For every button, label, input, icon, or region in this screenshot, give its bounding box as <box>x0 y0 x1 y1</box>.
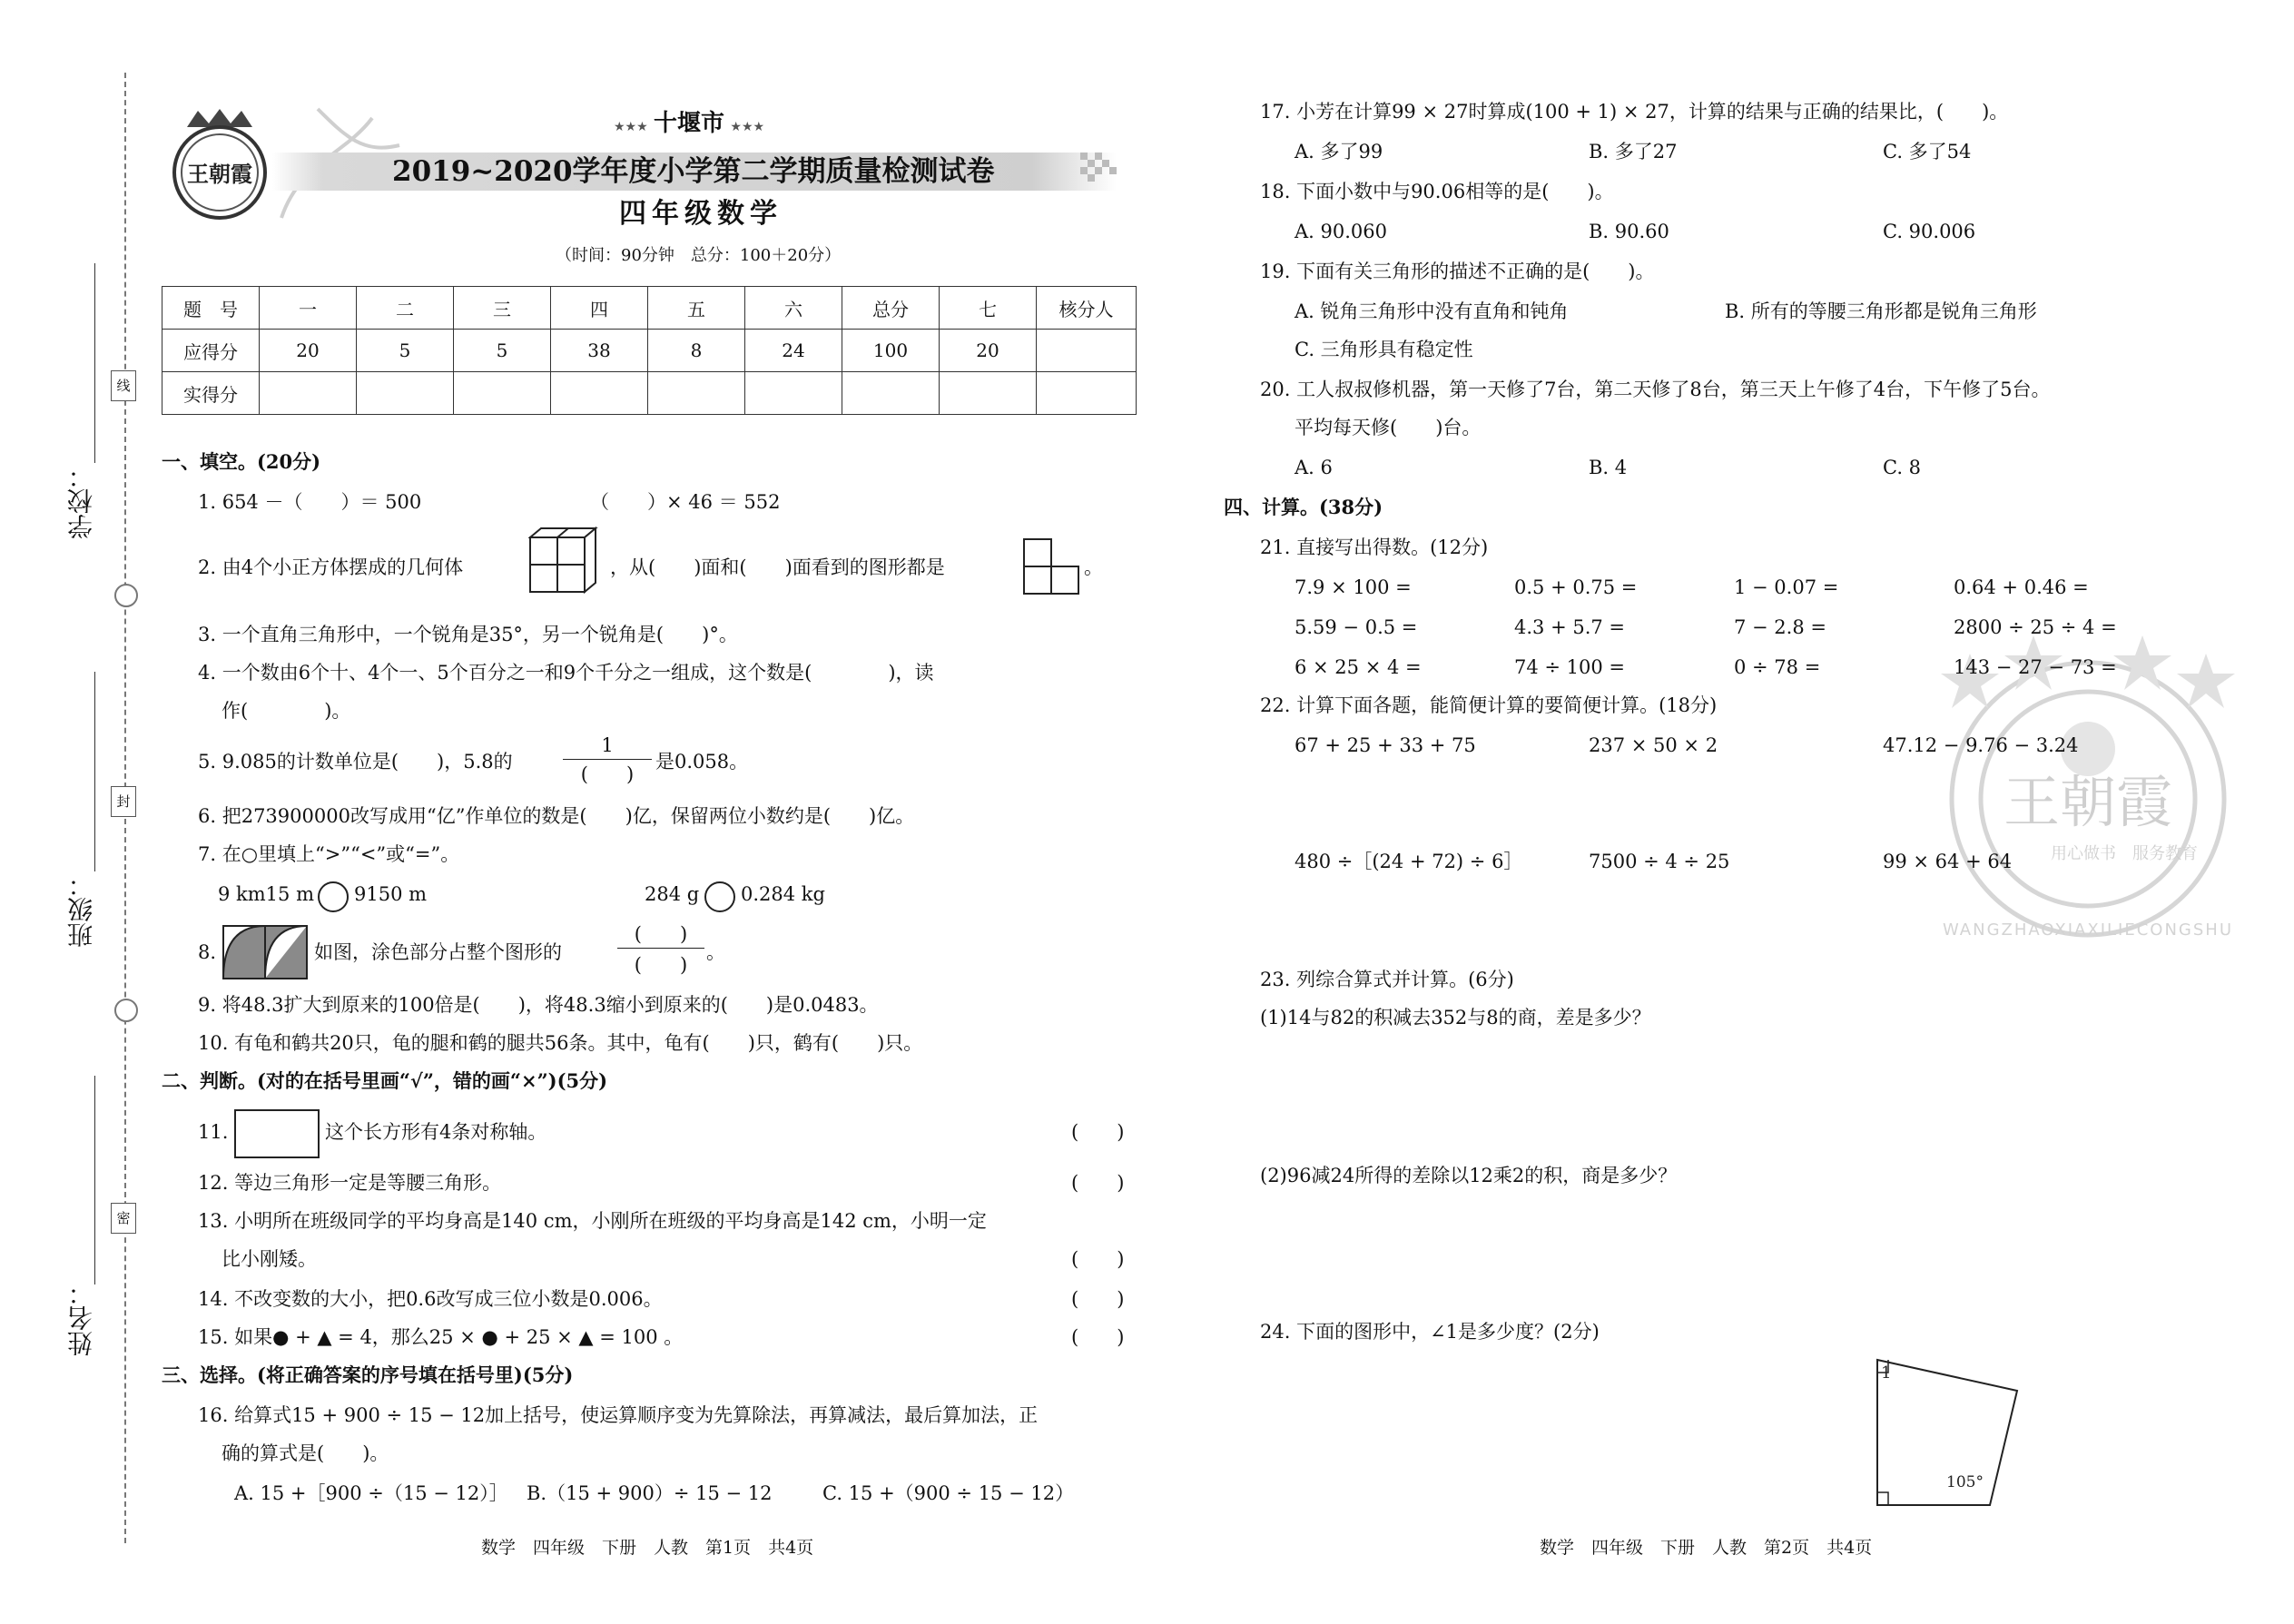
binding-knob-icon <box>114 999 138 1022</box>
q10-text: 10. 有龟和鹤共20只，龟的腿和鹤的腿共56条。其中，龟有( )只，鹤有( )只。 <box>198 1032 923 1054</box>
page-footer-right: 数学 四年级 下册 人教 第2页 共4页 <box>1540 1538 1873 1558</box>
actual-score-cell[interactable] <box>1037 372 1137 415</box>
q5-text-a: 5. 9.085的计数单位是( )，5.8的 <box>198 751 513 773</box>
q12-answer-paren[interactable]: ( ) <box>1071 1172 1125 1194</box>
q20-option-a[interactable]: A. 6 <box>1295 457 1333 478</box>
q7-text: 7. 在○里填上“>”“<”或“=”。 <box>198 843 460 865</box>
q14-answer-paren[interactable]: ( ) <box>1071 1288 1125 1310</box>
q7a-left: 9 km15 m <box>218 883 314 905</box>
q16-option-b[interactable]: B.（15 + 900）÷ 15 − 12 <box>527 1482 773 1504</box>
due-cell: 5 <box>357 330 454 372</box>
q7b-compare-circle[interactable] <box>704 881 735 912</box>
q16-option-c[interactable]: C. 15 +（900 ÷ 15 − 12） <box>822 1482 1075 1504</box>
q13-answer-paren[interactable]: ( ) <box>1071 1248 1125 1270</box>
actual-score-cell[interactable] <box>357 372 454 415</box>
actual-score-cell[interactable] <box>940 372 1037 415</box>
q8-fraction-denominator: ( ) <box>634 954 688 976</box>
th-part-7: 七 <box>940 287 1037 330</box>
class-write-line[interactable] <box>94 672 95 871</box>
checker-decoration <box>1080 149 1135 194</box>
q2-text-b: ，从( )面和( )面看到的图形都是 <box>610 556 945 578</box>
q17-option-b[interactable]: B. 多了27 <box>1589 141 1678 162</box>
q21-item: 4.3 + 5.7 = <box>1514 616 1626 638</box>
name-write-line[interactable] <box>94 1076 95 1284</box>
q18-option-b[interactable]: B. 90.60 <box>1589 221 1669 242</box>
q2-text-a: 2. 由4个小正方体摆成的几何体 <box>198 556 464 578</box>
svg-text:王朝霞: 王朝霞 <box>187 161 252 187</box>
angle-105-label: 105° <box>1946 1473 1984 1491</box>
class-label: 班级： <box>66 871 96 948</box>
q15-text: 15. 如果● + ▲ = 4，那么25 × ● + 25 × ▲ = 100 。 <box>198 1326 684 1348</box>
q2-text-c: 。 <box>1084 556 1103 578</box>
q21-item: 6 × 25 × 4 = <box>1295 656 1422 678</box>
q16-text-b: 确的算式是( )。 <box>222 1442 389 1464</box>
due-cell <box>1037 330 1137 372</box>
q7a-compare-circle[interactable] <box>318 881 349 912</box>
score-table-due-row <box>162 330 1137 372</box>
q21-item: 0.5 + 0.75 = <box>1514 576 1638 598</box>
score-table-header-row <box>162 287 1137 330</box>
actual-score-cell[interactable] <box>454 372 551 415</box>
th-question-no: 题 号 <box>162 287 260 330</box>
q8-number: 8. <box>198 941 217 963</box>
q22-problem: 47.12 − 9.76 − 3.24 <box>1883 734 2079 756</box>
q7b-right: 0.284 kg <box>741 883 825 905</box>
q11-text: 这个长方形有4条对称轴。 <box>325 1121 547 1143</box>
due-cell: 8 <box>648 330 745 372</box>
q20-text-b: 平均每天修( )台。 <box>1295 417 1482 438</box>
q24-quadrilateral-figure <box>1870 1353 2033 1516</box>
q19-option-b[interactable]: B. 所有的等腰三角形都是锐角三角形 <box>1725 300 2037 322</box>
q21-item: 143 − 27 − 73 = <box>1954 656 2117 678</box>
q21-item: 1 − 0.07 = <box>1734 576 1839 598</box>
q23-part-2: (2)96减24所得的差除以12乘2的积，商是多少？ <box>1260 1165 1678 1186</box>
q4-text-a: 4. 一个数由6个十、4个一、5个百分之一和9个千分之一组成，这个数是( )，读 <box>198 662 934 684</box>
seal-tag-xian: 线 <box>111 370 136 401</box>
q20-text-a: 20. 工人叔叔修机器，第一天修了7台，第二天修了8台，第三天上午修了4台，下午修了5台。 <box>1260 379 2051 400</box>
seal-tag-feng: 封 <box>111 786 136 817</box>
binding-knob-icon <box>114 584 138 607</box>
actual-score-cell[interactable] <box>745 372 842 415</box>
q19-option-c[interactable]: C. 三角形具有稳定性 <box>1295 339 1473 360</box>
q19-option-a[interactable]: A. 锐角三角形中没有直角和钝角 <box>1295 300 1569 322</box>
q17-text: 17. 小芳在计算99 × 27时算成(100 + 1) × 27，计算的结果与正确的结果比，( )。 <box>1260 101 2009 123</box>
q5-text-b: 是0.058。 <box>655 751 749 773</box>
row-actual-label: 实得分 <box>162 372 260 415</box>
q15-answer-paren[interactable]: ( ) <box>1071 1326 1125 1348</box>
section-1-heading: 一、填空。(20分) <box>162 450 321 473</box>
q22-text: 22. 计算下面各题，能简便计算的要简便计算。(18分) <box>1260 694 1718 716</box>
q12-text: 12. 等边三角形一定是等腰三角形。 <box>198 1172 502 1194</box>
svg-text:用心做书 服务教育: 用心做书 服务教育 <box>2051 844 2198 863</box>
school-write-line[interactable] <box>94 263 95 463</box>
q8-fraction-numerator: ( ) <box>634 923 688 945</box>
q9-text: 9. 将48.3扩大到原来的100倍是( )，将48.3缩小到原来的( )是0.0483。 <box>198 994 879 1016</box>
actual-score-cell[interactable] <box>842 372 940 415</box>
score-table-actual-row <box>162 372 1137 415</box>
q21-item: 5.59 − 0.5 = <box>1295 616 1418 638</box>
title-stars-left: ★★★ <box>614 120 648 134</box>
q23-part-1: (1)14与82的积减去352与8的商，差是多少？ <box>1260 1007 1651 1029</box>
q6-text: 6. 把273900000改写成用“亿”作单位的数是( )亿，保留两位小数约是( )亿。 <box>198 805 915 827</box>
actual-score-cell[interactable] <box>648 372 745 415</box>
q23-text: 23. 列综合算式并计算。(6分) <box>1260 969 1514 990</box>
q21-item: 7.9 × 100 = <box>1295 576 1412 598</box>
q13-text-b: 比小刚矮。 <box>222 1248 317 1270</box>
q21-text: 21. 直接写出得数。(12分) <box>1260 536 1489 558</box>
q5-fraction-bar <box>563 759 652 760</box>
q22-problem: 7500 ÷ 4 ÷ 25 <box>1589 851 1730 872</box>
th-part-4: 四 <box>551 287 648 330</box>
q22-problem: 67 + 25 + 33 + 75 <box>1295 734 1476 756</box>
row-due-label: 应得分 <box>162 330 260 372</box>
exam-city: 十堰市 <box>654 110 725 137</box>
q3-text: 3. 一个直角三角形中，一个锐角是35°，另一个锐角是( )°。 <box>198 624 738 645</box>
q17-option-a[interactable]: A. 多了99 <box>1295 141 1383 162</box>
due-cell: 5 <box>454 330 551 372</box>
q20-option-b[interactable]: B. 4 <box>1589 457 1628 478</box>
q20-option-c[interactable]: C. 8 <box>1883 457 1922 478</box>
q17-option-c[interactable]: C. 多了54 <box>1883 141 1972 162</box>
q8-shaded-figure <box>222 924 309 980</box>
exam-subtitle: 四年级数学 <box>619 198 783 230</box>
th-checker: 核分人 <box>1037 287 1137 330</box>
brand-emblem-logo <box>171 107 269 225</box>
q18-option-c[interactable]: C. 90.006 <box>1883 221 1976 242</box>
q21-item: 74 ÷ 100 = <box>1514 656 1626 678</box>
q1-part-b: （ ）× 46 ＝ 552 <box>590 491 781 513</box>
q8-text: 如图，涂色部分占整个图形的 <box>314 941 562 963</box>
q8-period: 。 <box>706 941 725 963</box>
q21-item: 0 ÷ 78 = <box>1734 656 1821 678</box>
page-footer-left: 数学 四年级 下册 人教 第1页 共4页 <box>481 1538 814 1558</box>
q22-problem: 237 × 50 × 2 <box>1589 734 1718 756</box>
q1-part-a: 1. 654 －（ ）＝ 500 <box>198 491 422 513</box>
q21-item: 0.64 + 0.46 = <box>1954 576 2089 598</box>
name-label: 姓名： <box>66 1280 96 1356</box>
due-cell: 20 <box>260 330 357 372</box>
th-part-3: 三 <box>454 287 551 330</box>
q11-number: 11. <box>198 1121 229 1143</box>
title-stars-right: ★★★ <box>730 120 765 134</box>
th-part-1: 一 <box>260 287 357 330</box>
q5-fraction-denominator: ( ) <box>580 763 635 785</box>
l-shape-view-figure <box>1022 537 1082 597</box>
q7b-left: 284 g <box>645 883 700 905</box>
due-cell: 100 <box>842 330 940 372</box>
due-cell: 38 <box>551 330 648 372</box>
section-4-heading: 四、计算。(38分) <box>1224 496 1383 518</box>
q24-text: 24. 下面的图形中，∠1是多少度？(2分) <box>1260 1321 1600 1343</box>
angle-1-label: 1 <box>1881 1363 1892 1383</box>
th-total: 总分 <box>842 287 940 330</box>
actual-score-cell[interactable] <box>551 372 648 415</box>
q14-text: 14. 不改变数的大小，把0.6改写成三位小数是0.006。 <box>198 1288 663 1310</box>
q21-item: 7 − 2.8 = <box>1734 616 1826 638</box>
seal-tag-mi: 密 <box>111 1203 136 1234</box>
q21-item: 2800 ÷ 25 ÷ 4 = <box>1954 616 2117 638</box>
due-cell: 20 <box>940 330 1037 372</box>
due-cell: 24 <box>745 330 842 372</box>
q11-answer-paren[interactable]: ( ) <box>1071 1121 1125 1143</box>
q16-text-a: 16. 给算式15 + 900 ÷ 15 − 12加上括号，使运算顺序变为先算除法，再算减法，最后算加法，正 <box>198 1404 1039 1426</box>
svg-text:WANGZHAOXIAXILIECONGSHU: WANGZHAOXIAXILIECONGSHU <box>1942 920 2234 940</box>
q22-problem: 480 ÷［(24 + 72) ÷ 6］ <box>1295 851 1523 872</box>
q19-text: 19. 下面有关三角形的描述不正确的是( )。 <box>1260 261 1655 282</box>
q13-text-a: 13. 小明所在班级同学的平均身高是140 cm，小刚所在班级的平均身高是142 cm，小明一定 <box>198 1210 987 1232</box>
q18-text: 18. 下面小数中与90.06相等的是( )。 <box>1260 181 1614 202</box>
exam-time-info: （时间：90分钟 总分：100＋20分） <box>556 246 842 265</box>
score-table <box>162 286 1137 415</box>
q16-option-a[interactable]: A. 15 +［900 ÷（15 − 12）］ <box>234 1482 508 1504</box>
th-part-2: 二 <box>357 287 454 330</box>
q22-problem: 99 × 64 + 64 <box>1883 851 2013 872</box>
svg-text:王朝霞: 王朝霞 <box>2003 769 2173 835</box>
q11-rectangle-figure <box>234 1109 320 1158</box>
section-3-heading: 三、选择。(将正确答案的序号填在括号里)(5分) <box>162 1363 574 1386</box>
school-label: 学校： <box>66 463 96 539</box>
q5-fraction-numerator: 1 <box>601 734 614 756</box>
q4-text-b: 作( )。 <box>222 700 351 722</box>
section-2-heading: 二、判断。(对的在括号里画“√”，错的画“×”)(5分) <box>162 1069 608 1092</box>
q7a-right: 9150 m <box>354 883 428 905</box>
cube-stack-figure <box>528 525 608 601</box>
q18-option-a[interactable]: A. 90.060 <box>1295 221 1387 242</box>
exam-title: 2019~2020学年度小学第二学期质量检测试卷 <box>392 155 995 188</box>
actual-score-cell[interactable] <box>260 372 357 415</box>
th-part-5: 五 <box>648 287 745 330</box>
q8-fraction-bar <box>617 948 704 949</box>
th-part-6: 六 <box>745 287 842 330</box>
